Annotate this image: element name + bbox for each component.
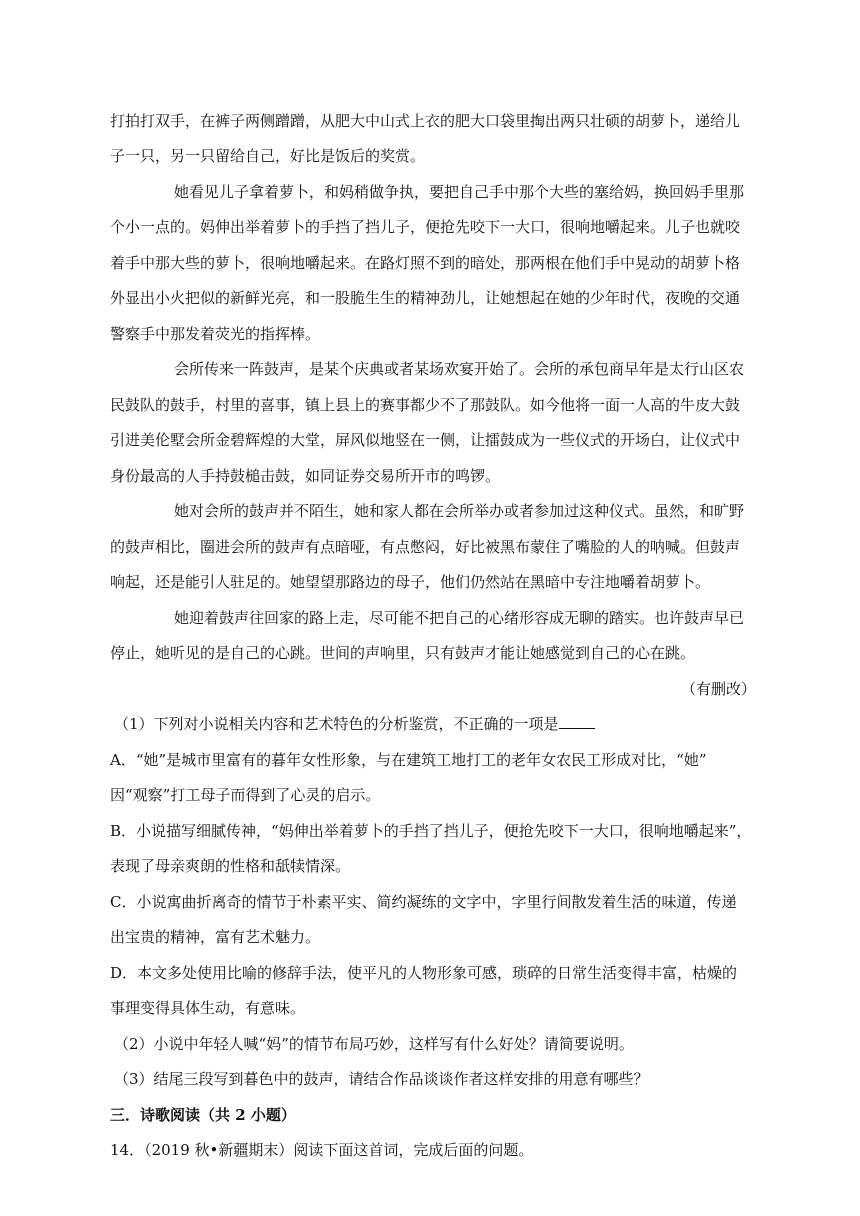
story-line: 响起，还是能引人驻足的。她望望那路边的母子，他们仍然站在黑暗中专注地嚼着胡萝卜。	[110, 573, 711, 591]
question-3: （3）结尾三段写到暮色中的鼓声，请结合作品谈谈作者这样安排的用意有哪些？	[114, 1070, 649, 1088]
question-1-text: （1）下列对小说相关内容和艺术特色的分析鉴赏，不正确的一项是	[114, 715, 559, 733]
story-line: 警察手中那发着荧光的指挥棒。	[110, 325, 321, 343]
story-paragraph-start: 她看见儿子拿着萝卜，和妈稍做争执，要把自己手中那个大些的塞给妈，换回妈手里那	[174, 183, 745, 201]
option-c-line-1: C．小说寓曲折离奇的情节于朴素平实、简约凝练的文字中，字里行间散发着生活的味道，传递	[110, 893, 737, 911]
story-line: 打拍打双手，在裤子两侧蹭蹭，从肥大中山式上衣的肥大口袋里掏出两只壮硕的胡萝卜，递给儿	[110, 112, 741, 130]
option-a-line-2: 因“观察”打工母子而得到了心灵的启示。	[110, 786, 381, 804]
answer-blank	[559, 714, 595, 729]
option-d-line-2: 事理变得具体生动，有意味。	[110, 999, 306, 1017]
story-paragraph-start: 会所传来一阵鼓声，是某个庆典或者某场欢宴开始了。会所的承包商早年是太行山区农	[174, 360, 745, 378]
story-line: 子一只，另一只留给自己，好比是饭后的奖赏。	[110, 147, 426, 165]
section-heading: 三．诗歌阅读（共 2 小题）	[110, 1106, 296, 1124]
story-line: 身份最高的人手持鼓槌击鼓，如同证券交易所开市的鸣锣。	[110, 467, 501, 485]
question-1	[114, 714, 756, 734]
story-line: 着手中那大些的萝卜，很响地嚼起来。在路灯照不到的暗处，那两根在他们手中晃动的胡萝卜格	[110, 254, 741, 272]
option-a-line-1: A．“她”是城市里富有的暮年女性形象，与在建筑工地打工的老年女农民工形成对比，“她”	[110, 751, 707, 769]
story-line: 个小一点的。妈伸出举着萝卜的手挡了挡儿子，便抢先咬下一大口，很响地嚼起来。儿子也就咬	[110, 218, 741, 236]
edit-note: （有删改）	[680, 680, 756, 698]
option-b-line-2: 表现了母亲爽朗的性格和舐犊情深。	[110, 857, 351, 875]
story-line: 外显出小火把似的新鲜光亮，和一股脆生生的精神劲儿，让她想起在她的少年时代，夜晚的交通	[110, 289, 741, 307]
question-14: 14．（2019 秋•新疆期末）阅读下面这首词，完成后面的问题。	[110, 1141, 534, 1159]
story-paragraph-start: 她对会所的鼓声并不陌生，她和家人都在会所举办或者参加过这种仪式。虽然，和旷野	[174, 502, 745, 520]
story-line: 的鼓声相比，圈进会所的鼓声有点暗哑，有点憋闷，好比被黑布蒙住了嘴脸的人的呐喊。但鼓声	[110, 538, 741, 556]
option-c-line-2: 出宝贵的精神，富有艺术魅力。	[110, 928, 321, 946]
option-b-line-1: B．小说描写细腻传神，“妈伸出举着萝卜的手挡了挡儿子，便抢先咬下一大口，很响地嚼起来”，	[110, 822, 752, 840]
story-line: 停止，她听见的是自己的心跳。世间的声响里，只有鼓声才能让她感觉到自己的心在跳。	[110, 644, 696, 662]
question-2: （2）小说中年轻人喊“妈”的情节布局巧妙，这样写有什么好处？请简要说明。	[114, 1035, 634, 1053]
story-line: 引进美伦墅会所金碧辉煌的大堂，屏风似地竖在一侧，让擂鼓成为一些仪式的开场白，让仪式中	[110, 431, 741, 449]
option-d-line-1: D．本文多处使用比喻的修辞手法，使平凡的人物形象可感，琐碎的日常生活变得丰富，枯燥的	[110, 964, 738, 982]
story-line: 民鼓队的鼓手，村里的喜事，镇上县上的赛事都少不了那鼓队。如今他将一面一人高的牛皮大鼓	[110, 396, 741, 414]
story-paragraph-start: 她迎着鼓声往回家的路上走，尽可能不把自己的心绪形容成无聊的踏实。也许鼓声早已	[174, 609, 745, 627]
